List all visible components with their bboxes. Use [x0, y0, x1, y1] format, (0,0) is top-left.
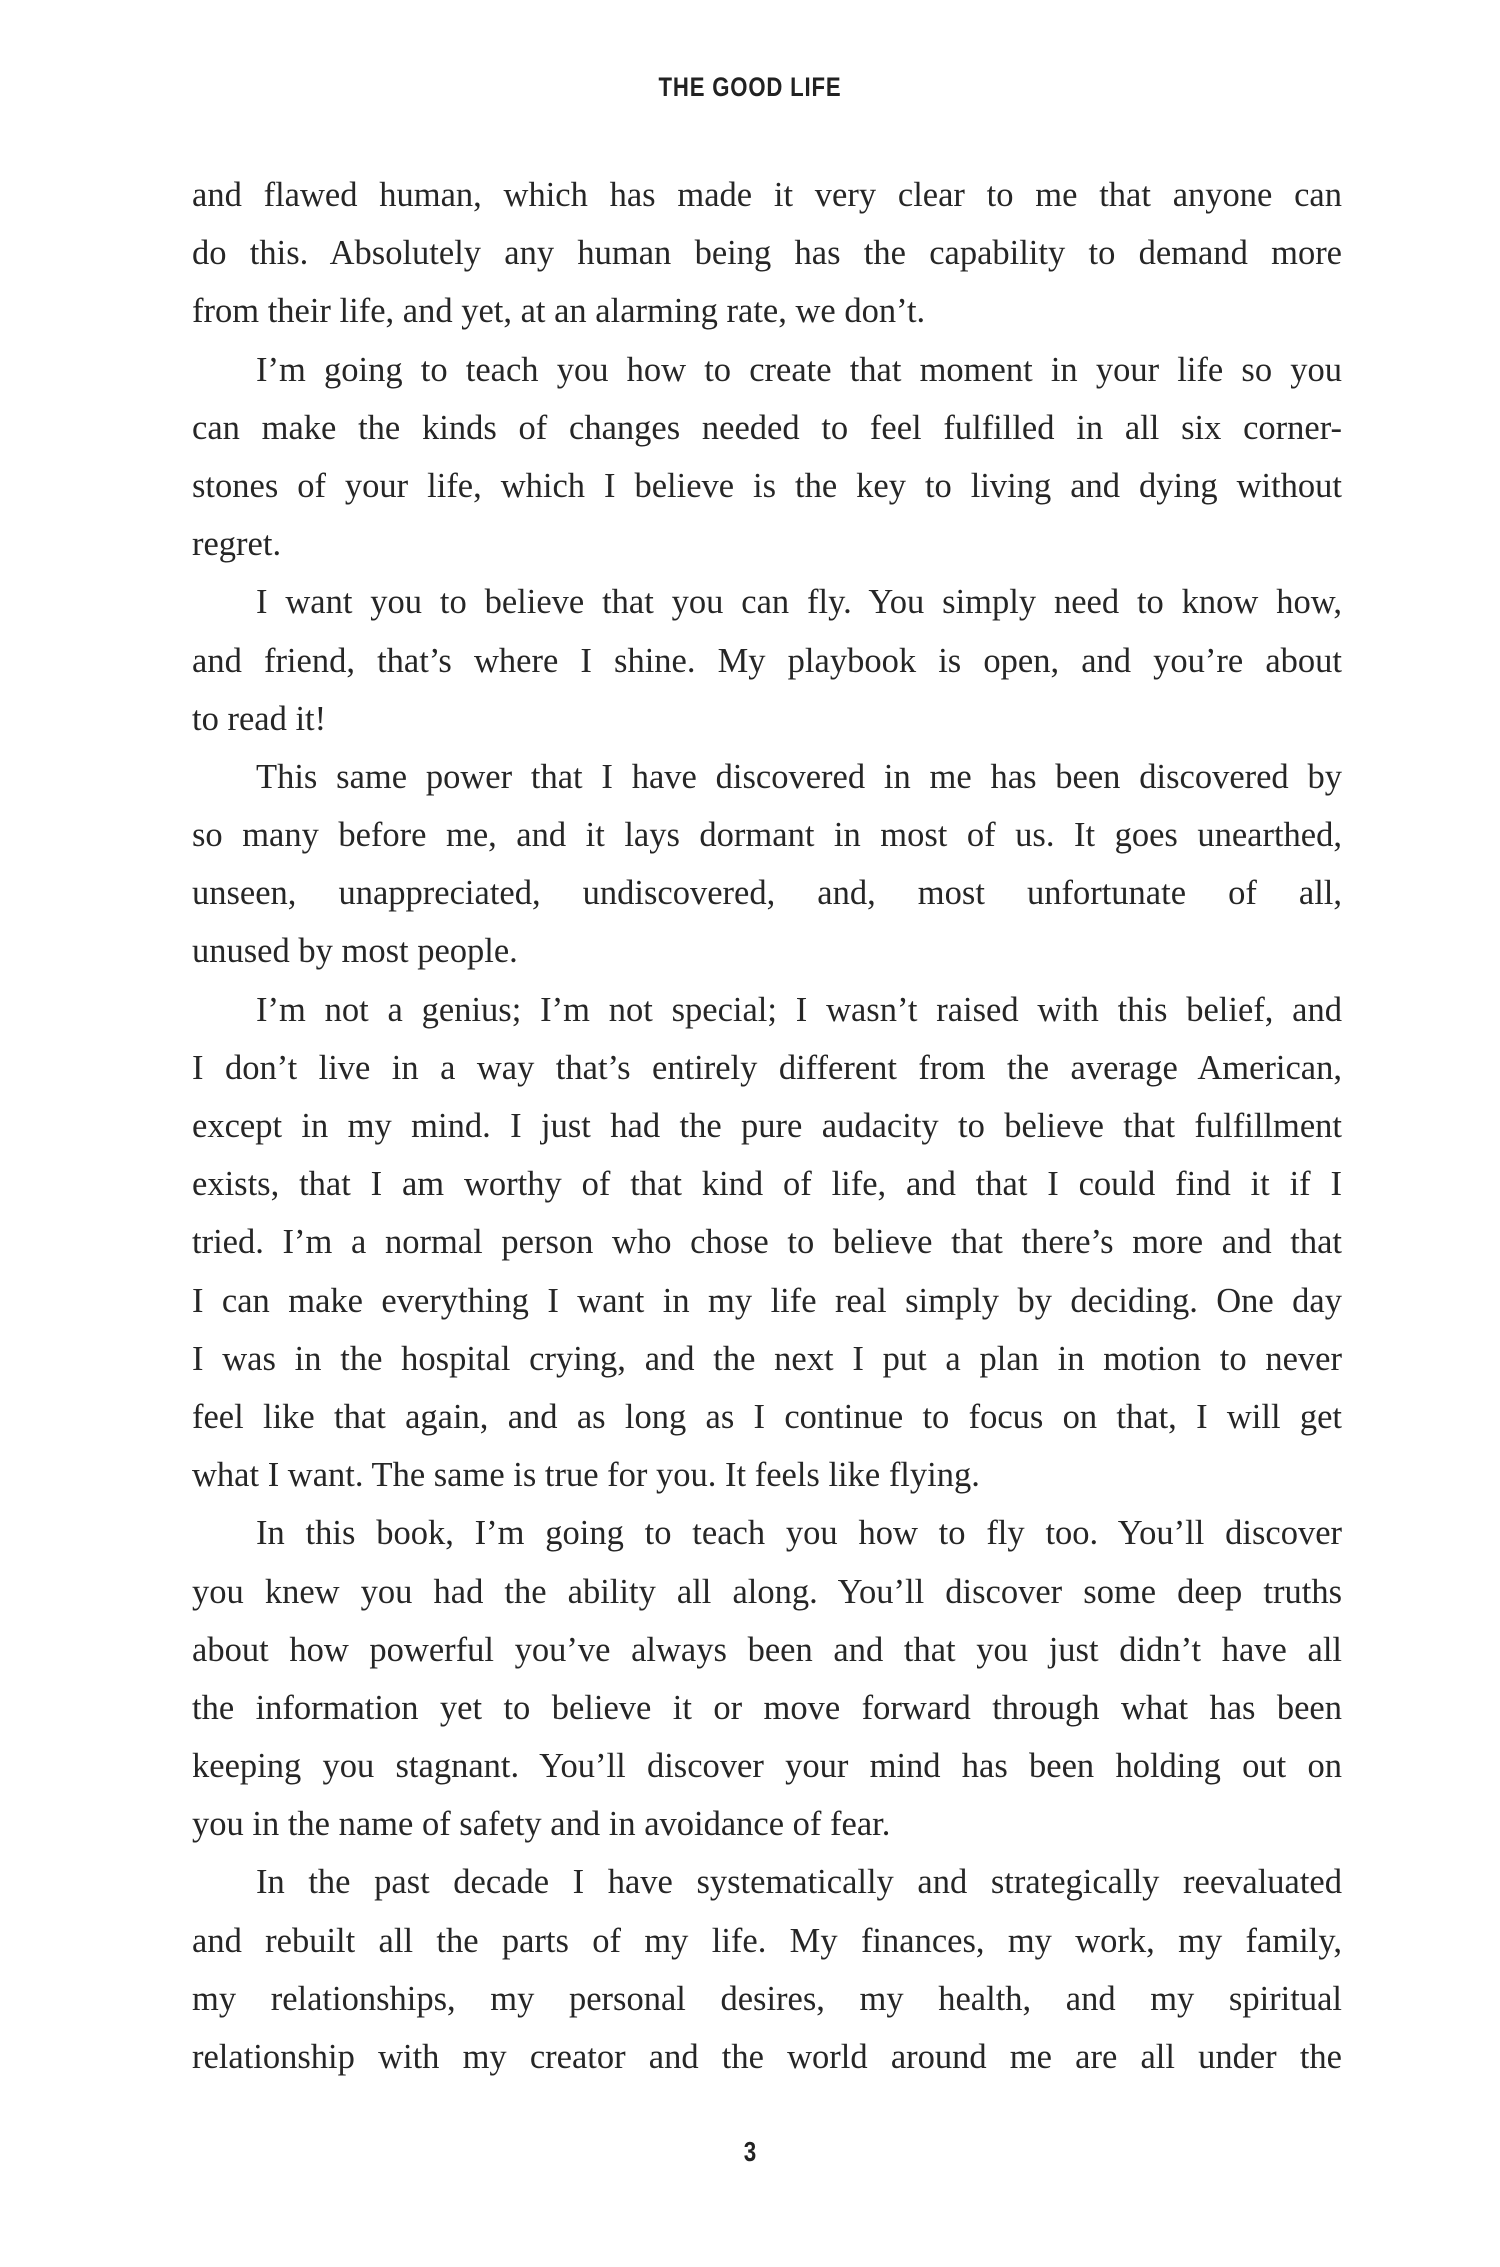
text-line: what I want. The same is true for you. It feels like flying.: [192, 1456, 980, 1495]
text-line: and rebuilt all the parts of my life. My finances, my work, my family,: [192, 1921, 1342, 1960]
text-line: except in my mind. I just had the pure audacity to believe that fulfillment: [192, 1107, 1342, 1145]
text-line: unseen, unappreciated, undiscovered, and, most unfortunate of all,: [192, 874, 1342, 913]
text-line: unused by most people.: [192, 932, 518, 971]
text-line: can make the kinds of changes needed to feel fulfilled in all six corner-: [192, 408, 1342, 447]
text-line: my relationships, my personal desires, my health, and my spiritual: [192, 1979, 1342, 2018]
text-line: In the past decade I have systematically and strategically reevaluated: [256, 1863, 1342, 1902]
body-text: [192, 166, 1342, 2086]
text-line: I’m going to teach you how to create that moment in your life so you: [256, 350, 1342, 389]
text-line: you knew you had the ability all along. You’ll discover some deep truths: [192, 1572, 1342, 1611]
page-number: 3: [743, 2136, 757, 2167]
text-line: exists, that I am worthy of that kind of life, and that I could find it if I: [192, 1165, 1342, 1204]
text-line: I can make everything I want in my life real simply by deciding. One day: [192, 1281, 1342, 1320]
text-line: tried. I’m a normal person who chose to believe that there’s more and that: [192, 1223, 1342, 1262]
text-line: and flawed human, which has made it very clear to me that anyone can: [192, 176, 1342, 214]
text-line: feel like that again, and as long as I continue to focus on that, I will get: [192, 1397, 1342, 1436]
text-line: to read it!: [192, 699, 327, 738]
text-line: I was in the hospital crying, and the next I put a plan in motion to never: [192, 1339, 1342, 1378]
text-line: and friend, that’s where I shine. My playbook is open, and you’re about: [192, 641, 1342, 680]
text-line: do this. Absolutely any human being has the capability to demand more: [192, 234, 1342, 273]
text-line: In this book, I’m going to teach you how to fly too. You’ll discover: [256, 1514, 1342, 1553]
text-line: stones of your life, which I believe is the key to living and dying without: [192, 466, 1342, 505]
text-line: you in the name of safety and in avoidance of fear.: [192, 1805, 891, 1844]
text-line: I don’t live in a way that’s entirely different from the average American,: [192, 1048, 1342, 1087]
text-line: so many before me, and it lays dormant in most of us. It goes unearthed,: [192, 816, 1342, 855]
text-line: from their life, and yet, at an alarming rate, we don’t.: [192, 292, 926, 331]
running-header: THE GOOD LIFE: [658, 72, 842, 102]
text-line: the information yet to believe it or move forward through what has been: [192, 1688, 1342, 1727]
text-line: about how powerful you’ve always been and that you just didn’t have all: [192, 1630, 1342, 1669]
text-line: keeping you stagnant. You’ll discover your mind has been holding out on: [192, 1747, 1342, 1786]
text-line: This same power that I have discovered in me has been discovered by: [256, 757, 1342, 796]
text-line: I want you to believe that you can fly. You simply need to know how,: [256, 583, 1342, 622]
text-line: regret.: [192, 525, 282, 564]
text-line: relationship with my creator and the world around me are all under the: [192, 2038, 1342, 2076]
text-line: I’m not a genius; I’m not special; I wasn’t raised with this belief, and: [256, 990, 1342, 1029]
